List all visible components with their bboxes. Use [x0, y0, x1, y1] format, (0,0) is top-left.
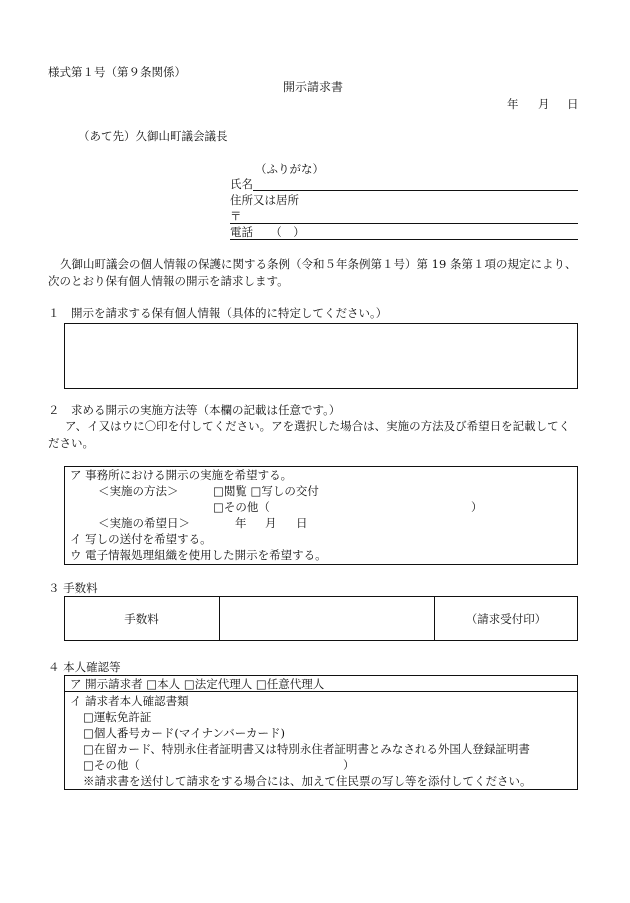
- phone-field[interactable]: [230, 239, 578, 240]
- receipt-stamp: （請求受付印）: [465, 611, 547, 626]
- option-i[interactable]: イ 写しの送付を希望する。: [70, 532, 212, 546]
- fee-label: 手数料: [124, 611, 159, 626]
- method-other-close: ）: [471, 500, 483, 514]
- intro-text: 久御山町議会の個人情報の保護に関する条例（令和５年条例第１号）第 19 条第１項の規定により、次のとおり保有個人情報の開示を請求します。: [48, 257, 577, 288]
- personal-info-box[interactable]: [64, 323, 578, 389]
- option-a[interactable]: ア 事務所における開示の実施を希望する。: [70, 468, 293, 482]
- id-doc-other-close: ）: [343, 758, 355, 772]
- name-field[interactable]: [253, 190, 578, 191]
- identity-divider: [64, 691, 578, 692]
- method-other[interactable]: □その他（: [213, 500, 270, 514]
- section1-heading: １ 開示を請求する保有個人情報（具体的に特定してください。）: [48, 306, 388, 320]
- page-title: 開示請求書: [283, 80, 344, 94]
- option-u[interactable]: ウ 電子情報処理組織を使用した開示を希望する。: [70, 548, 327, 562]
- date-month[interactable]: 月: [538, 97, 550, 111]
- address-field[interactable]: [230, 223, 578, 224]
- method-label: ＜実施の方法＞: [98, 484, 179, 498]
- id-docs-title: イ 請求者本人確認書類: [70, 694, 189, 708]
- section2-note: ア、イ又はウに〇印を付してください。アを選択した場合は、実施の方法及び希望日を記載してください。: [48, 419, 571, 450]
- furigana-label: （ふりがな）: [255, 162, 324, 176]
- form-id: 様式第１号（第９条関係）: [48, 65, 186, 79]
- address-label: 住所又は居所: [230, 193, 299, 207]
- phone-label: 電話 （ ）: [230, 225, 305, 239]
- name-label: 氏名: [230, 177, 253, 191]
- postal-label: 〒: [230, 209, 242, 223]
- fee-value[interactable]: [219, 596, 434, 641]
- addressee: （あて先）久御山町議会議長: [78, 129, 228, 143]
- section4-heading: ４ 本人確認等: [48, 660, 121, 674]
- id-docs-note: ※請求書を送付して請求をする場合には、加えて住民票の写し等を添付してください。: [83, 774, 532, 788]
- date-label: ＜実施の希望日＞: [98, 516, 190, 530]
- hope-date-day[interactable]: 日: [296, 516, 308, 530]
- date-day[interactable]: 日: [567, 97, 579, 111]
- id-doc-residence[interactable]: □在留カード、特別永住者証明書又は特別永住者証明書とみなされる外国人登録証明書: [83, 742, 530, 756]
- hope-date-year[interactable]: 年: [235, 516, 247, 530]
- method-options[interactable]: □閲覧 □写しの交付: [213, 484, 319, 498]
- section3-heading: ３ 手数料: [48, 581, 98, 595]
- section2-heading: ２ 求める開示の実施方法等（本欄の記載は任意です。）: [48, 403, 341, 417]
- id-doc-mynumber[interactable]: □個人番号カード(マイナンバーカード): [83, 726, 285, 740]
- id-doc-license[interactable]: □運転免許証: [83, 710, 152, 724]
- requester-type[interactable]: ア 開示請求者 □本人 □法定代理人 □任意代理人: [70, 677, 325, 691]
- hope-date-month[interactable]: 月: [265, 516, 277, 530]
- date-year[interactable]: 年: [507, 97, 519, 111]
- id-doc-other[interactable]: □その他（: [83, 758, 140, 772]
